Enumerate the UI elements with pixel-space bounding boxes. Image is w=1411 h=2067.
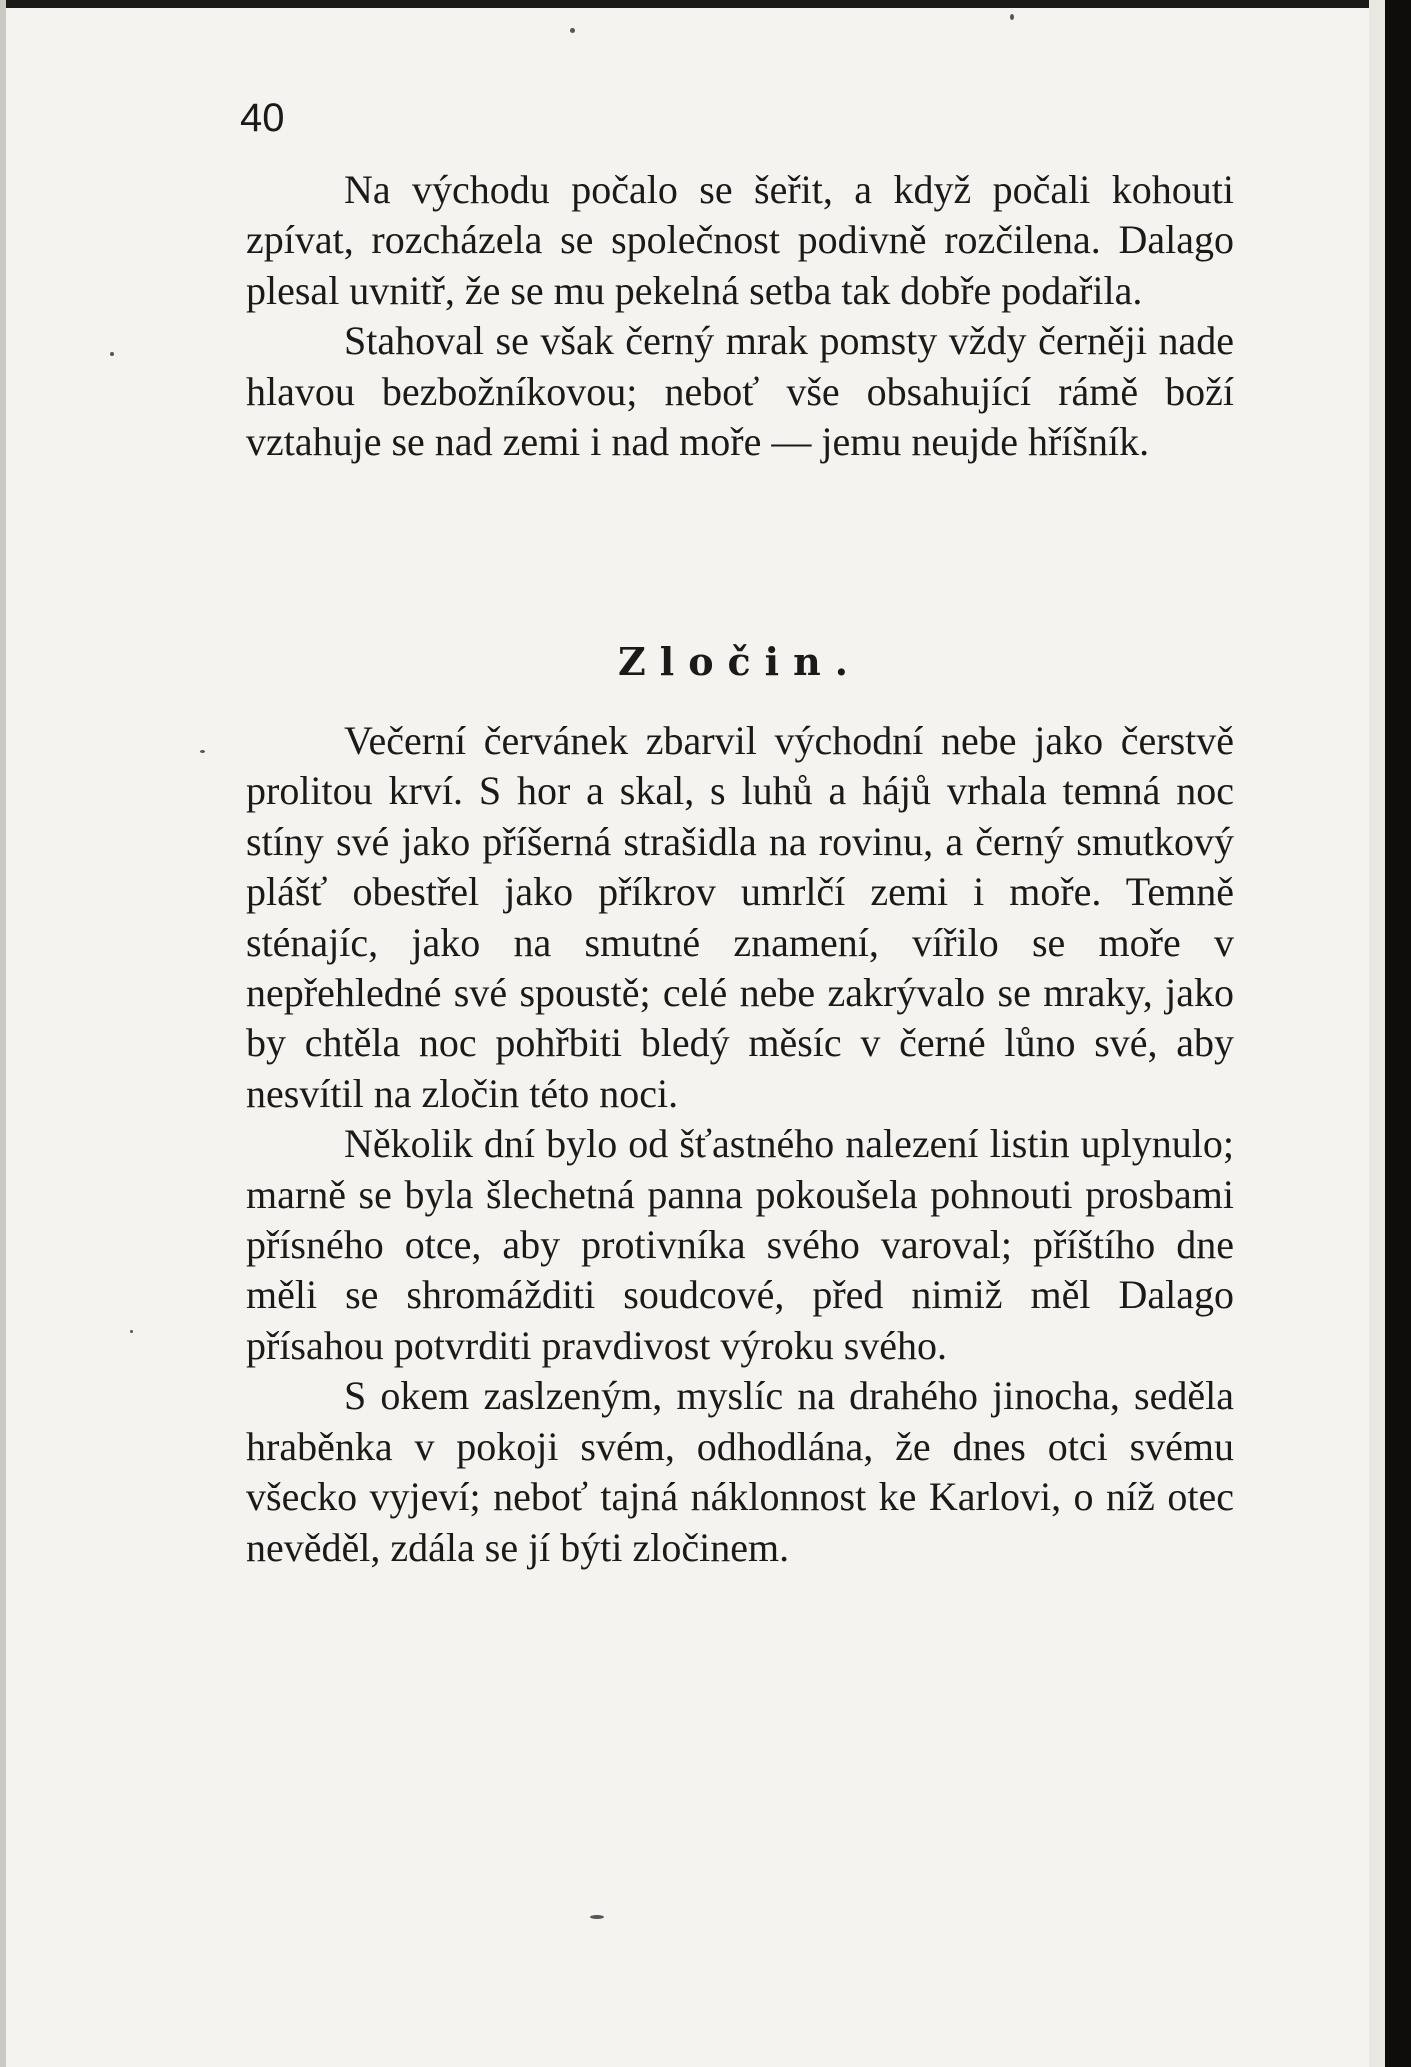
- chapter-title: Zločin.: [618, 639, 862, 684]
- scan-speck: [130, 1330, 133, 1333]
- scan-speck: [1010, 14, 1014, 20]
- scan-gutter: [1369, 0, 1385, 2067]
- page-number: 40: [240, 96, 285, 140]
- paragraph: Několik dní bylo od šťastného nalezení listin uplynulo; marně se byla šlechetná panna pokoušela pohnouti prosbami přísného otce, aby protivníka svého varoval; příštího dne měli se shromážditi soudcové, před nimiž měl Dalago přísahou potvrditi pravdivost výroku svého.: [246, 1121, 1234, 1368]
- scan-top-edge: [0, 0, 1411, 8]
- scan-speck: [200, 750, 205, 753]
- scan-right-edge: [1385, 0, 1411, 2067]
- text-block-bottom: [246, 716, 1234, 1573]
- scan-speck: [110, 352, 114, 356]
- scan-speck: [590, 1915, 604, 1919]
- paragraph: Stahoval se však černý mrak pomsty vždy černěji nade hlavou bezbožníkovou; neboť vše obsahující rámě boží vztahuje se nad zemi i nad moře — jemu neujde hříšník.: [246, 318, 1234, 465]
- scan-speck: [570, 28, 575, 33]
- paragraph: Večerní červánek zbarvil východní nebe jako čerstvě prolitou krví. S hor a skal, s luhů a hájů vrhala temná noc stíny své jako příšerná strašidla na rovinu, a černý smutkový plášť obestřel jako příkrov umrlčí zemi i moře. Temně sténajíc, jako na smutné znamení, vířilo se moře v nepřehledné své spoustě; celé nebe zakrývalo se mraky, jako by chtěla noc pohřbiti bledý měsíc v černé lůno své, aby nesvítil na zločin této noci.: [246, 718, 1234, 1116]
- scan-left-edge: [0, 0, 6, 2067]
- paragraph: Na východu počalo se šeřit, a když počali kohouti zpívat, rozcházela se společnost podivně rozčilena. Dalago plesal uvnitř, že se mu pekelná setba tak dobře podařila.: [246, 167, 1234, 313]
- paragraph: S okem zaslzeným, myslíc na drahého jinocha, seděla hraběnka v pokoji svém, odhodlána, že dnes otci svému všecko vyjeví; neboť tajná náklonnost ke Karlovi, o níž otec nevěděl, zdála se jí býti zločinem.: [246, 1373, 1234, 1570]
- text-block-top: [246, 165, 1234, 467]
